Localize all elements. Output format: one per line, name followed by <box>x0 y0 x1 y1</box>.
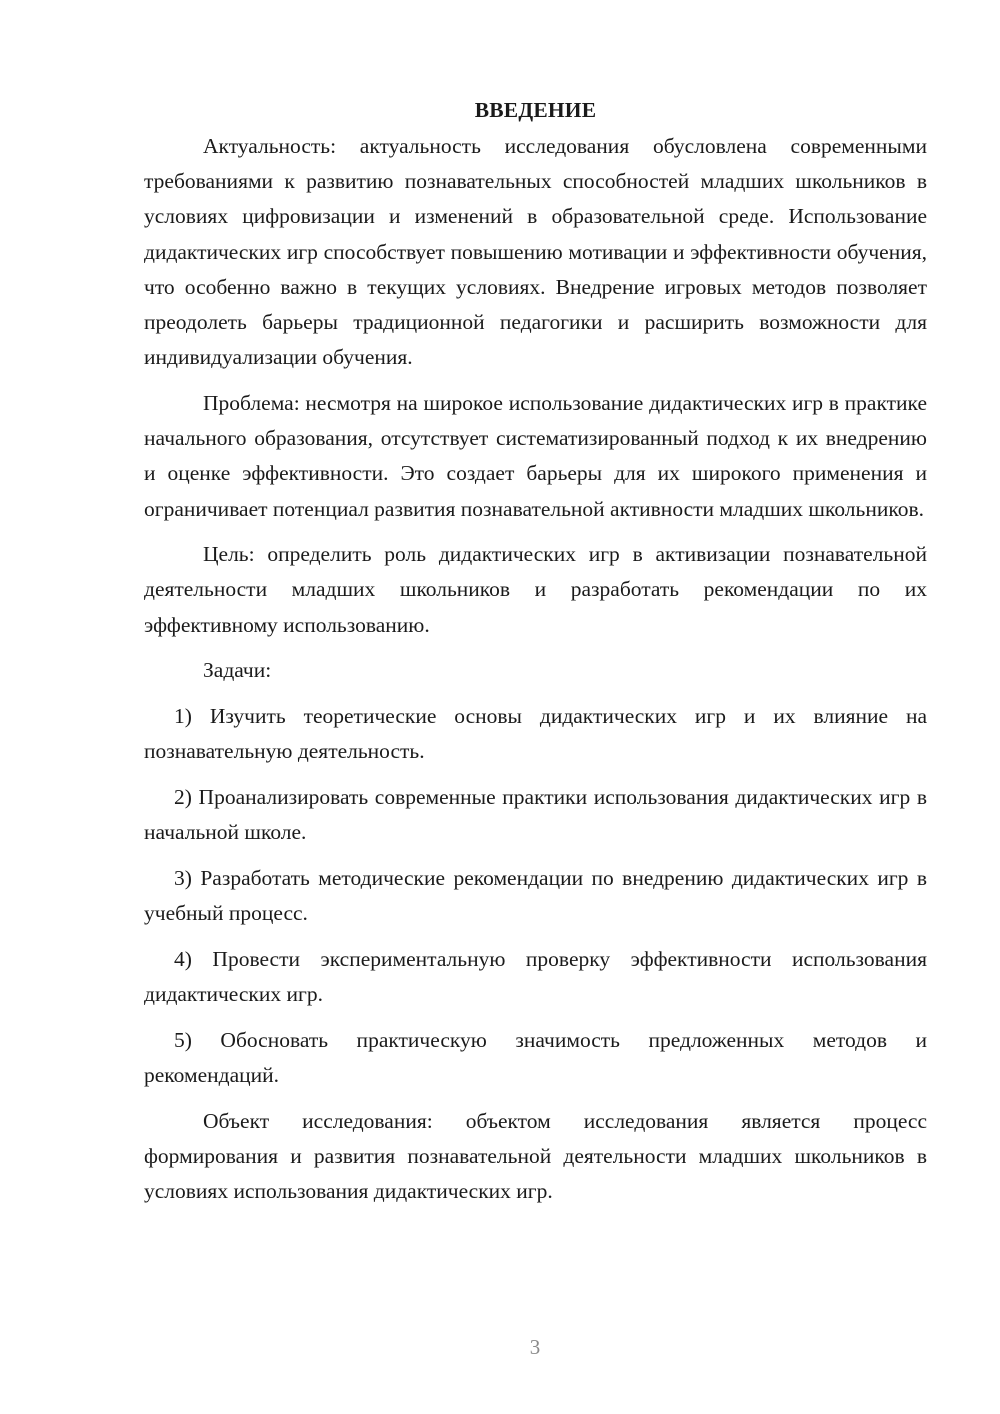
task-item-2: 2) Проанализировать современные практики использования дидактических игр в начальной школе. <box>144 784 927 845</box>
task-item-4: 4) Провести экспериментальную проверку эффективности использования дидактических игр. <box>144 946 927 1006</box>
paragraph-problem: Проблема: несмотря на широкое использование дидактических игр в практике начального образования, отсутствует систематизированный подход к их внедрению и оценке эффективности. Это создает барьеры для их широкого применения и ограничивает потенциал развития познавательной активности младших школьников. <box>144 390 927 521</box>
paragraph-goal: Цель: определить роль дидактических игр в активизации познавательной деятельности младших школьников и разработать рекомендации по их эффективному использованию. <box>144 542 927 637</box>
page-number: 3 <box>529 1335 541 1359</box>
paragraph-relevance: Актуальность: актуальность исследования обусловлена современными требованиями к развитию познавательных способностей младших школьников в условиях цифровизации и изменений в образовательной среде. Использование дидактических игр способствует повышению мотивации и эффективности обучения, что особенно важно в текущих условиях. Внедрение игровых методов позволяет преодолеть барьеры традиционной педагогики и расширить возможности для индивидуализации обучения. <box>144 134 927 370</box>
document-page <box>144 93 927 1220</box>
paragraph-tasks-heading: Задачи: <box>203 658 272 683</box>
page-title: ВВЕДЕНИЕ <box>474 98 597 122</box>
task-item-5: 5) Обосновать практическую значимость предложенных методов и рекомендаций. <box>144 1027 927 1087</box>
paragraph-research-object: Объект исследования: объектом исследования является процесс формирования и развития познавательной деятельности младших школьников в условиях использования дидактических игр. <box>144 1108 927 1203</box>
task-item-1: 1) Изучить теоретические основы дидактических игр и их влияние на познавательную деятельность. <box>144 704 927 764</box>
task-item-3: 3) Разработать методические рекомендации по внедрению дидактических игр в учебный процесс. <box>144 865 927 926</box>
